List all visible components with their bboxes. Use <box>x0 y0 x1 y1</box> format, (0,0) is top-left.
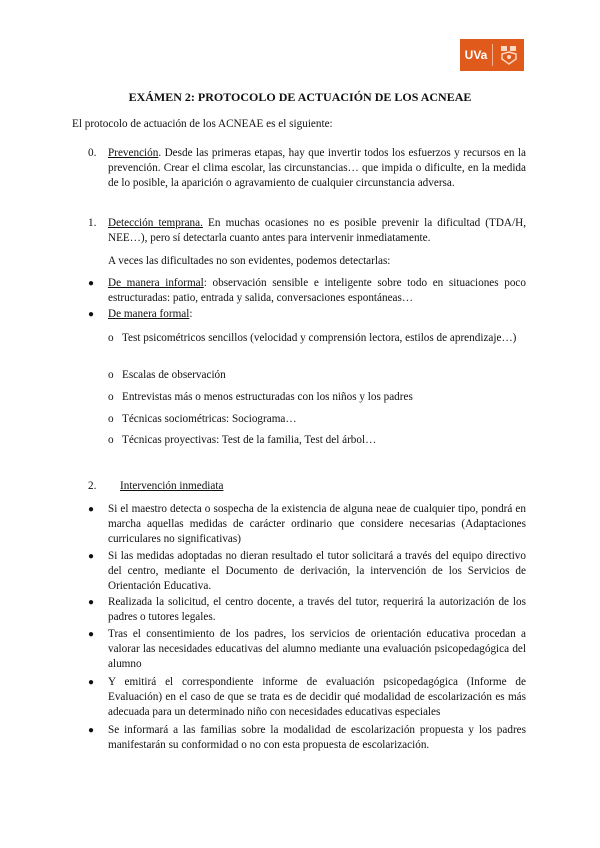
sub-bullet-icon: o <box>108 413 114 425</box>
section-2-marker: 2. <box>88 480 97 492</box>
bullet-icon: ● <box>88 309 95 320</box>
formal-item-text: Escalas de observación <box>121 369 226 381</box>
bullet-icon: ● <box>88 551 95 562</box>
section-2-item: Si el maestro detecta o sospecha de la existencia de alguna neae de cualquier tipo, pondrá en marcha aquellas medidas de carácter ordinario que considere necesarias (Adaptaciones curriculares no significativas) <box>108 503 526 545</box>
page-title: EXÁMEN 2: PROTOCOLO DE ACTUACIÓN DE LOS ACNEAE <box>128 90 472 104</box>
formal-item <box>108 331 526 346</box>
section-2-item: Se informará a las familias sobre la modalidad de escolarización propuesta y los padres manifestarán su conformidad o no con esta propuesta de escolarización. <box>108 724 526 751</box>
formal-item-text: Técnicas sociométricas: Sociograma… <box>121 413 297 425</box>
section-2-item: Realizada la solicitud, el centro docente, a través del tutor, requerirá la autorización de los padres o tutores legales. <box>108 596 526 623</box>
formal-item-text: Técnicas proyectivas: Test de la familia, Test del árbol… <box>121 434 377 446</box>
uva-logo <box>460 39 524 71</box>
section-2-item: Y emitirá el correspondiente informe de evaluación psicopedagógica (Informe de Evaluación) en el caso de que se trata es de decidir qué modalidad de escolarización es más adecuada para un determinado niño con necesidades educativas especiales <box>108 676 526 718</box>
section-1-heading: Detección temprana. <box>108 217 203 229</box>
formal-item <box>108 368 526 383</box>
formal-item <box>108 433 526 448</box>
section-0-heading: Prevención <box>108 147 159 159</box>
formal-colon: : <box>189 308 193 320</box>
section-1-marker: 1. <box>88 217 97 229</box>
section-1-text: En muchas ocasiones no es posible prevenir la dificultad (TDA/H, NEE…), pero sí detectarla cuanto antes para intervenir inmediatamente. <box>108 217 526 244</box>
section-0-paragraph <box>108 146 526 191</box>
informal-text: : observación sensible e inteligente sobre todo en situaciones poco estructuradas: patio, entrada y salida, conversaciones espontáneas… <box>108 277 526 304</box>
formal-item <box>108 390 526 405</box>
sub-bullet-icon: o <box>108 391 114 403</box>
section-1-note: A veces las dificultades no son evidentes, podemos detectarlas: <box>108 255 391 267</box>
bullet-icon: ● <box>88 278 95 289</box>
bullet-icon: ● <box>88 629 95 640</box>
section-0-text: . Desde las primeras etapas, hay que invertir todos los esfuerzos y recursos en la prevención. Crear el clima escolar, las circunstancias… que impida o dificulte, en la medida de lo posible, la aparición o agravamiento de cualquier circunstancia adversa. <box>108 147 526 189</box>
logo-emblem-icon <box>493 39 524 71</box>
formal-item-text: Entrevistas más o menos estructuradas con los niños y los padres <box>121 391 413 403</box>
section-1-paragraph <box>108 216 526 246</box>
sub-bullet-icon: o <box>108 434 114 446</box>
bullet-icon: ● <box>88 725 95 736</box>
section-2-item: Si las medidas adoptadas no dieran resultado el tutor solicitará a través del equipo directivo del centro, mediante el Documento de derivación, la intervención de los Servicios de Orientación Educativa. <box>108 550 526 592</box>
section-0-marker: 0. <box>88 147 97 159</box>
section-2-heading: Intervención inmediata <box>120 480 224 492</box>
logo-text: UVa <box>464 48 488 62</box>
bullet-icon: ● <box>88 597 95 608</box>
bullet-icon: ● <box>88 504 95 515</box>
sub-bullet-icon: o <box>108 369 114 381</box>
intro-text: El protocolo de actuación de los ACNEAE es el siguiente: <box>72 118 333 130</box>
sub-bullet-icon: o <box>108 332 114 344</box>
bullet-icon: ● <box>88 677 95 688</box>
formal-item-text: Test psicométricos sencillos (velocidad y comprensión lectora, estilos de aprendizaje…) <box>121 332 517 344</box>
formal-heading: De manera formal <box>108 308 190 320</box>
informal-heading: De manera informal <box>108 277 204 289</box>
formal-paragraph <box>108 307 526 322</box>
informal-paragraph <box>108 276 526 306</box>
formal-item <box>108 412 526 427</box>
section-2-item: Tras el consentimiento de los padres, los servicios de orientación educativa procedan a valorar las necesidades educativas del alumno mediante una evaluación psicopedagógica del alumno <box>108 628 526 670</box>
